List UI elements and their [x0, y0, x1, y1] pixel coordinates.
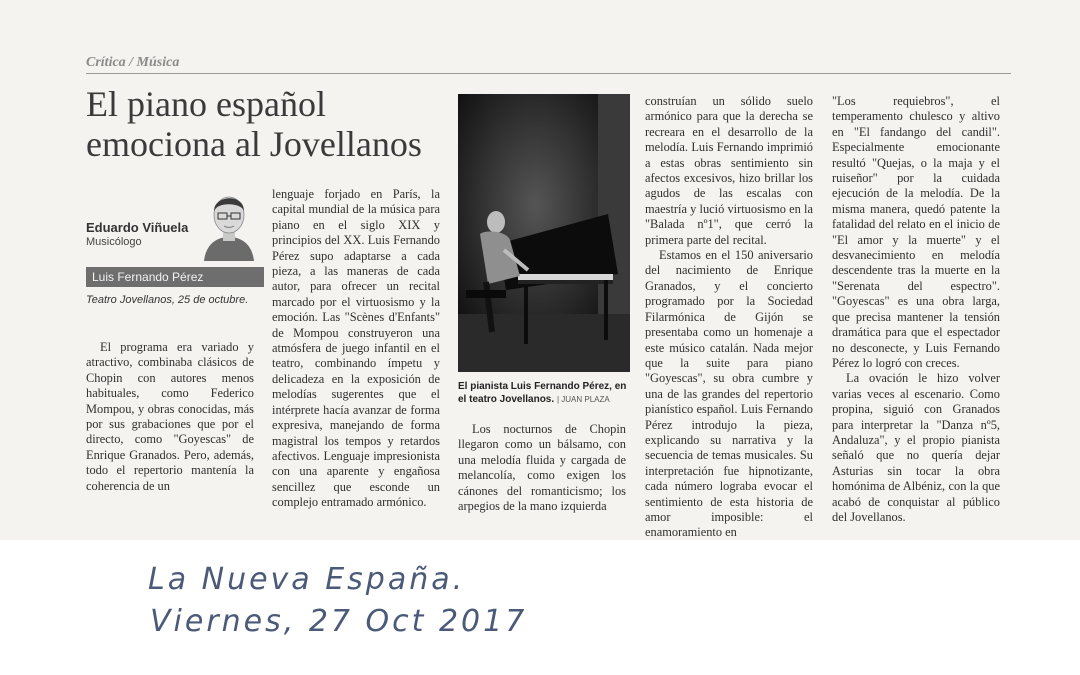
photo-credit: | JUAN PLAZA — [556, 395, 610, 404]
paragraph: construían un sólido suelo armónico para que la derecha se recreara en el desarrollo de la melodía. Luis Fernando imprimió a estas obras sentimiento sin afectos excesivos, hizo brillar los agudos de las escalas con maestría y lució virtuosismo en la "Balada nº1", que cerró la primera parte del recital. — [645, 94, 813, 247]
handwritten-date: Viernes, 27 Oct 2017 — [150, 604, 528, 639]
author-name: Eduardo Viñuela — [86, 220, 189, 235]
author-role: Musicólogo — [86, 236, 142, 248]
pianist-photo — [458, 94, 630, 372]
paragraph: lenguaje forjado en París, la capital mundial de la música para piano en el siglo XIX y principios del XX. Luis Fernando Pérez supo adaptarse a cada pieza, a las maneras de cada autor, para ofrecer un recital marcado por el virtuosismo y la emoción. Las "Scènes d'Enfants" de Mompou construyeron una atmósfera de juego infantil en el teatro, combinando ímpetu y delicadeza en la exposición de melodías sugerentes que el intérprete hacía avanzar de forma expresiva, manejando de forma magistral los tempos y retardos afectivos. Lenguaje impresionista con una aparente y engañosa sencillez que esconde un complejo entramado armónico. — [272, 187, 440, 510]
paragraph: El programa era variado y atractivo, combinaba clásicos de Chopin con autores menos habituales, como Federico Mompou, y obras conocidas, más por sus grabaciones que por el directo, como "Goyescas" de Enrique Granados. Pero, además, todo el repertorio mantenía la coherencia de un — [86, 340, 254, 493]
paragraph: Estamos en el 150 aniversario del nacimiento de Enrique Granados, y el concierto programado por la Sociedad Filarmónica de Gijón se presentaba como un homenaje a este músico catalán. Nada mejor que la suite para piano "Goyescas", su obra cumbre y una de las grandes del repertorio pianístico español. Luis Fernando Pérez introdujo la pieza, explicando su narrativa y la secuencia de temas musicales. Su interpretación fue hipnotizante, cada número lograba evocar el sentimiento de esta historia de amor imposible: el enamoramiento en — [645, 248, 813, 540]
paragraph: Los nocturnos de Chopin llegaron como un bálsamo, con una melodía fluida y cargada de melancolía, como exigen los cánones del romanticismo; los arpegios de la mano izquierda — [458, 422, 626, 514]
paragraph: "Los requiebros", el temperamento chulesco y altivo en "El fandango del candil". Especialmente emocionante resultó "Quejas, o la maja y el ruiseñor" por la cuidada ejecución de la melodía. De la misma manera, quedó patente la fatalidad del relato en el inicio de "El amor y la muerte" y el desvanecimiento en melodía descendente tras la muerte en la "Serenata del espectro". "Goyescas" es una obra larga, que precisa mantener la tensión dramática para que el espectador no desconecte, y Luis Fernando Pérez lo logró con creces. — [832, 94, 1000, 370]
photo-caption — [458, 380, 630, 406]
article-column-5 — [832, 94, 1000, 525]
venue-line: Teatro Jovellanos, 25 de octubre. — [86, 294, 249, 306]
pianist-photo-image — [458, 94, 630, 372]
caption-text: El pianista Luis Fernando Pérez, en el teatro Jovellanos. — [458, 381, 627, 405]
article-column-3 — [458, 422, 626, 514]
top-rule — [86, 73, 1011, 74]
author-portrait — [196, 185, 262, 261]
article-column-4 — [645, 94, 813, 541]
subject-bar: Luis Fernando Pérez — [86, 267, 264, 287]
article-column-2 — [272, 187, 440, 511]
headline: El piano español emociona al Jovellanos — [86, 84, 422, 164]
handwritten-source: La Nueva España. — [148, 562, 466, 597]
paragraph: La ovación le hizo volver varias veces al escenario. Como propina, siguió con Granados para interpretar la "Danza nº5, Andaluza", y el propio pianista señaló que no quería dejar Asturias sin tocar la obra homónima de Albéniz, con la que acabó de conquistar al público del Jovellanos. — [832, 371, 1000, 524]
section-label: Crítica / Música — [86, 55, 180, 70]
article-column-1 — [86, 340, 254, 494]
